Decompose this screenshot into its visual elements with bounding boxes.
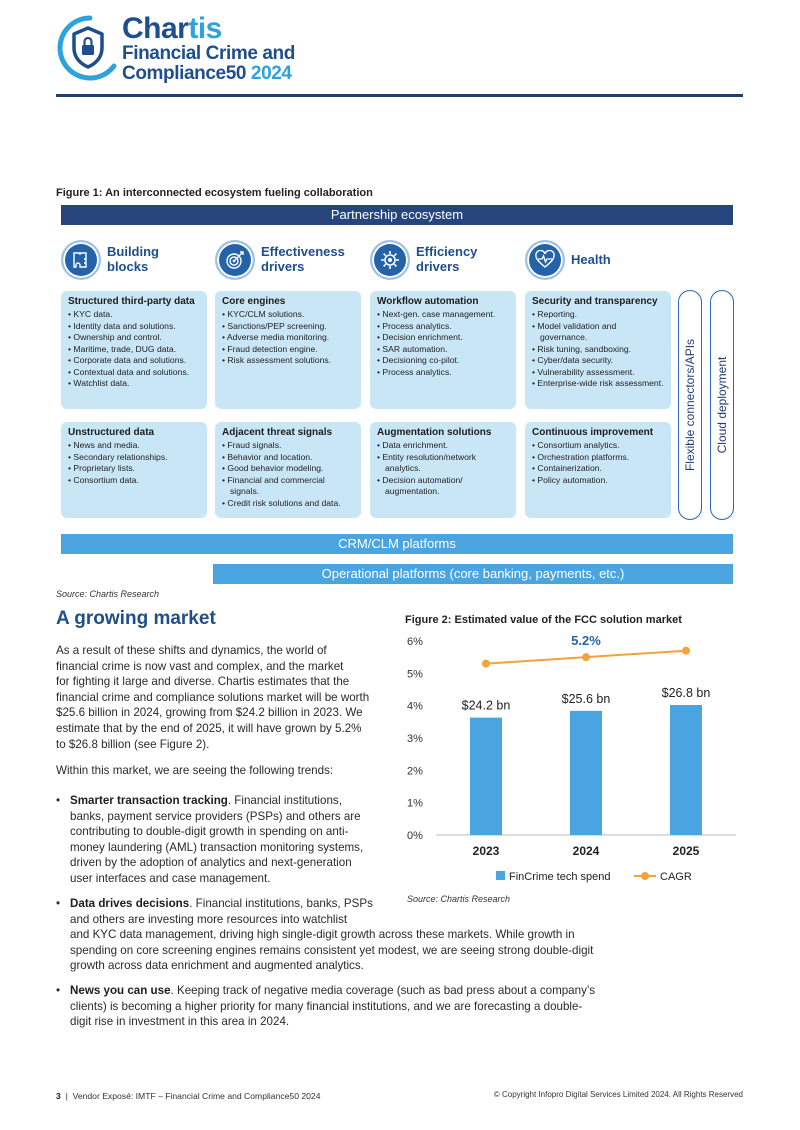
list-item: • Reporting. (532, 309, 664, 321)
category-health (525, 240, 675, 282)
cagr-annotation: 5.2% (571, 633, 601, 649)
page-number: 3 (56, 1091, 61, 1101)
y-tick-label: 4% (407, 700, 423, 713)
logo-line-2: Compliance50 2024 (122, 63, 292, 84)
figure2-source: Source: Chartis Research (407, 894, 511, 904)
logo-brand: Chartis (122, 12, 222, 45)
list-item: • Next-gen. case management. (377, 309, 509, 321)
category-label: Efficiency (416, 244, 478, 259)
list-item: • Ownership and control. (68, 332, 200, 344)
bullet-smarter-tracking: • Smarter transaction tracking. Financial institutions, banks, payment service providers (PSPs) and others are contributing to double-digit growth in spending on anti- money laundering (AML) transaction monitoring systems, driven by the adoption of analytics and next-generation user interfaces and case management. (56, 794, 364, 885)
bar-2025 (670, 705, 702, 835)
gear-icon (370, 240, 410, 280)
list-item: • Contextual data and solutions. (68, 367, 200, 379)
list-item: • Entity resolution/network analytics. (377, 452, 509, 475)
figure1-title: Figure 1: An interconnected ecosystem fueling collaboration (56, 187, 373, 199)
list-item: • Risk assessment solutions. (222, 355, 354, 367)
x-tick-label: 2025 (672, 844, 700, 858)
category-label: Building (107, 244, 159, 259)
heartbeat-icon (525, 240, 565, 280)
list-item: • Fraud signals. (222, 440, 354, 452)
list-item: • Proprietary lists. (68, 463, 200, 475)
crm-clm-bar: CRM/CLM platforms (61, 534, 733, 554)
list-item: • Behavior and location. (222, 452, 354, 464)
list-item: • Adverse media monitoring. (222, 332, 354, 344)
box-unstructured-data (61, 422, 207, 518)
category-label: drivers (416, 259, 460, 274)
list-item: • Risk tuning, sandboxing. (532, 344, 664, 356)
category-label: blocks (107, 259, 149, 274)
list-item: • Orchestration platforms. (532, 452, 664, 464)
bullet-news-you-can-use: • News you can use. Keeping track of negative media coverage (such as bad press about a company’s clients) is becoming a higher priority for many financial institutions, and we are forecasting a double- digit rise in investment in this area in 2024. (56, 984, 596, 1029)
legend-label-line: CAGR (660, 871, 692, 883)
legend-swatch-point (641, 872, 649, 880)
logo-line-1: Financial Crime and (122, 43, 295, 64)
flexible-connectors-pill (678, 290, 702, 520)
operational-platforms-bar: Operational platforms (core banking, payments, etc.) (213, 564, 733, 584)
list-item: • Good behavior modeling. (222, 463, 354, 475)
box-title: Augmentation solutions (377, 427, 492, 438)
list-item: • Financial and commercial signals. (222, 475, 354, 498)
legend-swatch-bars (496, 871, 505, 880)
list-item: • Process analytics. (377, 367, 509, 379)
list-item: • Vulnerability assessment. (532, 367, 664, 379)
box-title: Core engines (222, 296, 286, 307)
box-title: Workflow automation (377, 296, 479, 307)
box-workflow-automation (370, 291, 516, 409)
y-tick-label: 0% (407, 830, 423, 842)
trends-intro: Within this market, we are seeing the following trends: (56, 764, 334, 777)
category-building-blocks (61, 240, 211, 282)
list-item: • Enterprise-wide risk assessment. (532, 378, 664, 390)
y-tick-label: 5% (407, 668, 423, 681)
fcc-market-chart (400, 630, 740, 892)
cagr-point (582, 653, 590, 661)
y-tick-label: 1% (407, 797, 423, 810)
list-item: • Corporate data and solutions. (68, 355, 200, 367)
box-title: Continuous improvement (532, 427, 654, 438)
bar-2023 (470, 718, 502, 835)
bar-value-label: $26.8 bn (661, 686, 711, 701)
legend-label-bars: FinCrime tech spend (509, 871, 611, 883)
box-title: Security and transparency (532, 296, 658, 307)
cloud-deployment-pill (710, 290, 734, 520)
list-item: • Model validation and governance. (532, 321, 664, 344)
pill-label: Cloud deployment (715, 356, 729, 454)
box-augmentation-solutions (370, 422, 516, 518)
category-label: Effectiveness (261, 244, 345, 259)
list-item: • News and media. (68, 440, 200, 452)
list-item: • Secondary relationships. (68, 452, 200, 464)
list-item: • Credit risk solutions and data. (222, 498, 354, 510)
box-core-engines (215, 291, 361, 409)
category-label: drivers (261, 259, 305, 274)
list-item: • Watchlist data. (68, 378, 200, 390)
x-tick-label: 2023 (472, 844, 500, 858)
doc-title: Vendor Exposé: IMTF – Financial Crime and Compliance50 2024 (72, 1091, 321, 1101)
bullet-data-decisions: • Data drives decisions. Financial institutions, banks, PSPs and others are investing more resources into watchlist and KYC data management, driving high single-digit growth across these markets. While growth in spending on core screening engines remains consistent yet modest, we are seeing strong double-digit growth across data enrichment and augmented analytics. (56, 897, 594, 973)
list-item: • Cyber/data security. (532, 355, 664, 367)
box-title: Adjacent threat signals (222, 427, 333, 438)
y-tick-label: 3% (407, 733, 423, 745)
figure1-source: Source: Chartis Research (56, 589, 160, 599)
list-item: • Containerization. (532, 463, 664, 475)
figure2-title: Figure 2: Estimated value of the FCC solution market (405, 614, 682, 626)
list-item: • Maritime, trade, DUG data. (68, 344, 200, 356)
list-item: • Fraud detection engine. (222, 344, 354, 356)
box-adjacent-threat-signals (215, 422, 361, 518)
category-efficiency (370, 240, 520, 282)
partnership-banner: Partnership ecosystem (61, 205, 733, 225)
shield-lock-icon (56, 14, 118, 82)
bar-2024 (570, 711, 602, 835)
y-tick-label: 6% (407, 636, 423, 648)
list-item: • Decision enrichment. (377, 332, 509, 344)
pill-label: Flexible connectors/APIs (683, 338, 697, 472)
chartis-logo (56, 14, 356, 84)
header-divider (56, 94, 743, 97)
bar-value-label: $25.6 bn (561, 691, 611, 706)
puzzle-icon (61, 240, 101, 280)
list-item: • Sanctions/PEP screening. (222, 321, 354, 333)
list-item: • KYC data. (68, 309, 200, 321)
list-item: • Consortium analytics. (532, 440, 664, 452)
list-item: • Data enrichment. (377, 440, 509, 452)
list-item: • Decision automation/ augmentation. (377, 475, 509, 498)
x-tick-label: 2024 (572, 844, 600, 858)
category-label: Health (571, 252, 611, 267)
list-item: • KYC/CLM solutions. (222, 309, 354, 321)
footer-left: 3 | Vendor Exposé: IMTF – Financial Crime and Compliance50 2024 (56, 1091, 321, 1101)
list-item: • Process analytics. (377, 321, 509, 333)
category-effectiveness (215, 240, 365, 282)
cagr-point (482, 660, 490, 668)
box-title: Structured third-party data (68, 296, 195, 307)
box-continuous-improvement (525, 422, 671, 518)
box-security-transparency (525, 291, 671, 409)
list-item: • Consortium data. (68, 475, 200, 487)
list-item: • Identity data and solutions. (68, 321, 200, 333)
box-title: Unstructured data (68, 427, 155, 438)
section-heading: A growing market (56, 608, 216, 629)
list-item: • Policy automation. (532, 475, 664, 487)
cagr-point (682, 647, 690, 655)
y-tick-label: 2% (407, 765, 423, 778)
copyright: © Copyright Infopro Digital Services Limited 2024. All Rights Reserved (493, 1090, 743, 1099)
list-item: • SAR automation. (377, 344, 509, 356)
target-icon (215, 240, 255, 280)
bar-value-label: $24.2 bn (461, 698, 511, 713)
box-structured-data (61, 291, 207, 409)
intro-paragraph: As a result of these shifts and dynamics, the world of financial crime is now vast and complex, and the market for fighting it large and diverse. Chartis estimates that the financial crime and compliance solutions market will be worth $25.6 billion in 2024, growing from $24.2 billion in 2023. We estimate that by the end of 2025, it will have grown by 5.2% to $26.8 billion (see Figure 2). (56, 644, 370, 751)
list-item: • Decisioning co-pilot. (377, 355, 509, 367)
